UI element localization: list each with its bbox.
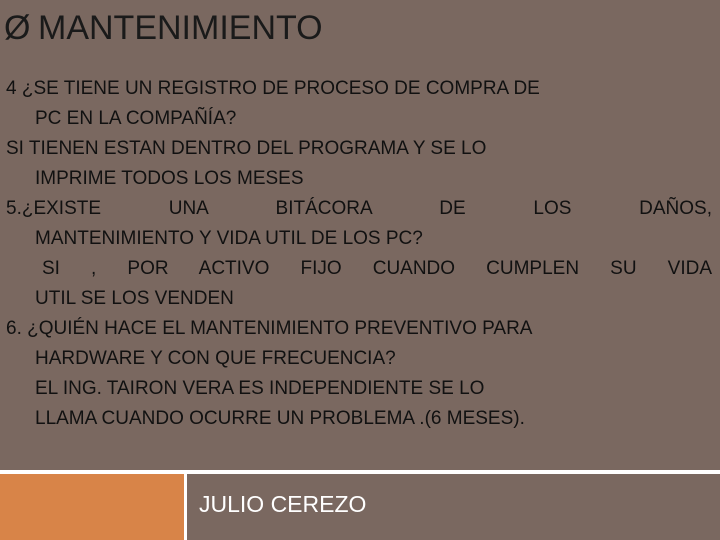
slide-title bbox=[4, 2, 716, 54]
slide-title-text: MANTENIMIENTO bbox=[38, 9, 323, 47]
slide-body bbox=[6, 74, 712, 434]
body-line: SI , POR ACTIVO FIJO CUANDO CUMPLEN SU VIDA bbox=[42, 258, 712, 279]
body-line: UTIL SE LOS VENDEN bbox=[35, 288, 234, 309]
arrow-bullet-icon: Ø bbox=[4, 9, 31, 47]
body-line: PC EN LA COMPAÑÍA? bbox=[35, 108, 237, 129]
body-line: EL ING. TAIRON VERA ES INDEPENDIENTE SE LO bbox=[35, 378, 485, 399]
body-line: SI TIENEN ESTAN DENTRO DEL PROGRAMA Y SE LO bbox=[6, 138, 487, 159]
body-line: 5.¿EXISTE UNA BITÁCORA DE LOS DAÑOS, bbox=[6, 198, 712, 219]
author-name: JULIO CEREZO bbox=[199, 491, 367, 517]
footer-accent-block bbox=[0, 474, 184, 540]
body-line: 4 ¿SE TIENE UN REGISTRO DE PROCESO DE COMPRA DE bbox=[6, 78, 540, 99]
body-line: IMPRIME TODOS LOS MESES bbox=[35, 168, 304, 189]
body-line: HARDWARE Y CON QUE FRECUENCIA? bbox=[35, 348, 396, 369]
body-line: MANTENIMIENTO Y VIDA UTIL DE LOS PC? bbox=[35, 228, 423, 249]
body-line: LLAMA CUANDO OCURRE UN PROBLEMA .(6 MESES). bbox=[35, 408, 525, 429]
body-line: 6. ¿QUIÉN HACE EL MANTENIMIENTO PREVENTIVO PARA bbox=[6, 318, 533, 339]
